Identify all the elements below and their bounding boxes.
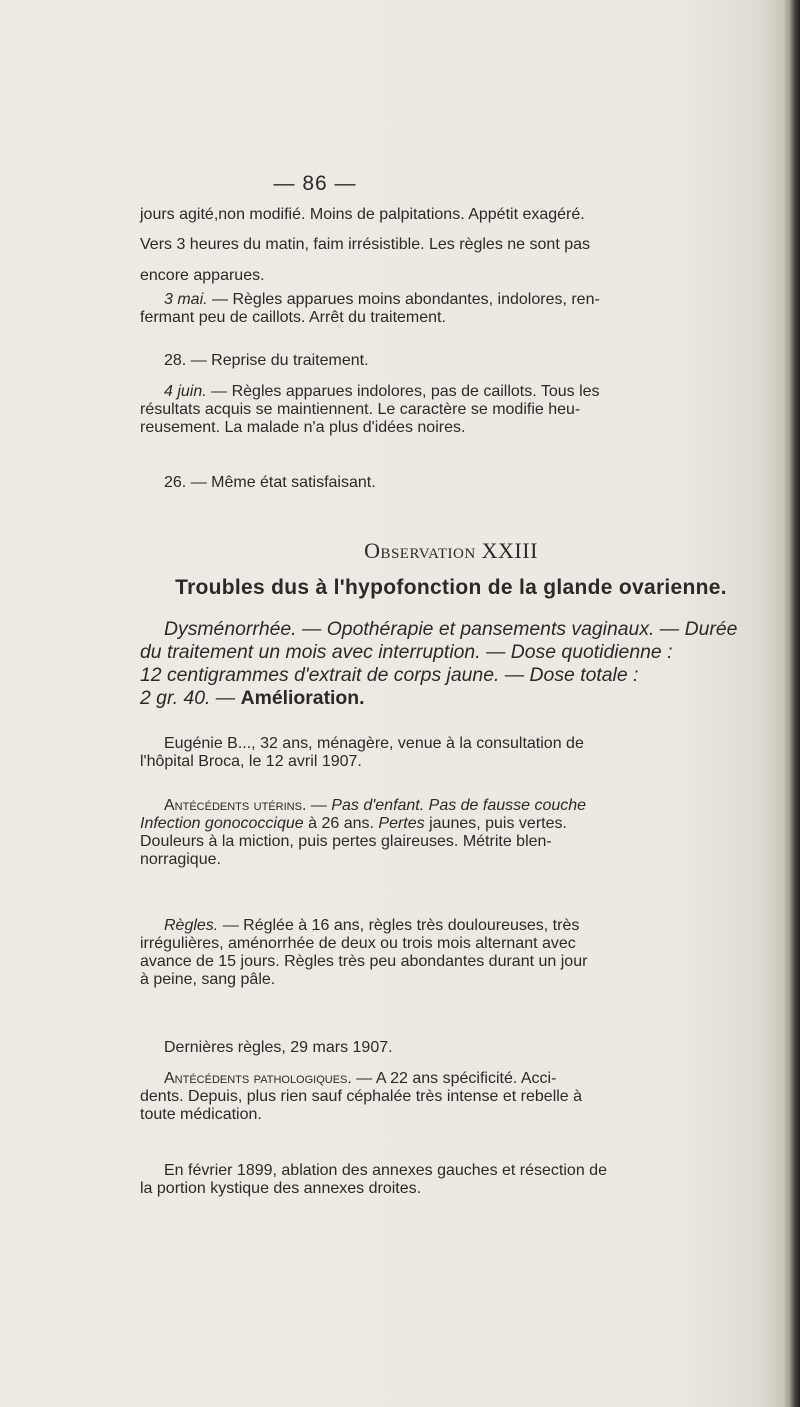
text: jaunes, puis vertes. bbox=[424, 815, 567, 832]
text-line bbox=[140, 291, 762, 309]
summary-dose: 2 gr. 40. — bbox=[140, 687, 241, 709]
italic-text: Infection gonococcique bbox=[140, 815, 304, 832]
section-label: Règles. bbox=[164, 917, 219, 934]
text-line: En février 1899, ablation des annexes gauches et résection de bbox=[164, 1162, 607, 1179]
text-line: fermant peu de caillots. Arrêt du traitement. bbox=[140, 309, 446, 326]
observation-title-block bbox=[140, 538, 762, 564]
text-line: 28. — Reprise du traitement. bbox=[164, 352, 369, 369]
summary-line bbox=[140, 687, 762, 710]
summary-line: du traitement un mois avec interruption. — Dose quotidienne : bbox=[140, 641, 673, 663]
entry-26 bbox=[140, 474, 762, 492]
italic-text: Pertes bbox=[378, 815, 425, 832]
observation-title: Observation XXIII bbox=[364, 538, 538, 563]
summary-block bbox=[140, 618, 762, 710]
book-spine-edge bbox=[788, 0, 800, 1407]
section-label: Antécédents pathologiques. bbox=[164, 1070, 352, 1087]
text-line: toute médication. bbox=[140, 1106, 262, 1123]
text-line: irrégulières, aménorrhée de deux ou trois mois alternant avec bbox=[140, 935, 576, 952]
surgery-paragraph bbox=[140, 1162, 762, 1198]
entry-28 bbox=[140, 352, 762, 370]
section-heading-block bbox=[140, 576, 762, 600]
text-line: Eugénie B..., 32 ans, ménagère, venue à la consultation de bbox=[164, 735, 584, 752]
text: — Réglée à 16 ans, règles très douloureuses, très bbox=[218, 917, 580, 934]
summary-line: 12 centigrammes d'extrait de corps jaune. — Dose totale : bbox=[140, 664, 639, 686]
text-line: la portion kystique des annexes droites. bbox=[140, 1180, 422, 1197]
text-line bbox=[140, 1070, 762, 1088]
intro-paragraph bbox=[140, 735, 762, 771]
last-menses bbox=[140, 1039, 762, 1057]
text-line: Douleurs à la miction, puis pertes glaireuses. Métrite blen- bbox=[140, 833, 552, 850]
entry-date: 4 juin. bbox=[164, 383, 207, 400]
text-line bbox=[140, 917, 762, 935]
summary-result: Amélioration. bbox=[240, 687, 365, 709]
entry-text: — Règles apparues moins abondantes, indolores, ren- bbox=[207, 291, 600, 308]
dash: — bbox=[306, 797, 332, 814]
text-line: dents. Depuis, plus rien sauf céphalée très intense et rebelle à bbox=[140, 1088, 583, 1105]
text-line: 26. — Même état satisfaisant. bbox=[164, 474, 376, 491]
text: — A 22 ans spécificité. Acci- bbox=[351, 1070, 557, 1087]
entry-date: 3 mai. bbox=[164, 291, 208, 308]
text-line: encore apparues. bbox=[140, 266, 265, 284]
text-line: norragique. bbox=[140, 851, 221, 868]
text-line: résultats acquis se maintiennent. Le caractère se modifie heu- bbox=[140, 401, 581, 418]
text-line: reusement. La malade n'a plus d'idées noires. bbox=[140, 419, 466, 436]
text-line: l'hôpital Broca, le 12 avril 1907. bbox=[140, 753, 362, 770]
pathological-history bbox=[140, 1070, 762, 1124]
entry-may bbox=[140, 291, 762, 327]
text-line: Dernières règles, 29 mars 1907. bbox=[164, 1039, 393, 1056]
uterine-history bbox=[140, 797, 762, 869]
italic-text: Pas d'enfant. Pas de fausse couche bbox=[331, 797, 587, 814]
section-heading: Troubles dus à l'hypofonction de la glande ovarienne. bbox=[175, 576, 727, 599]
summary-line: Dysménorrhée. — Opothérapie et pansements vaginaux. — Durée bbox=[164, 618, 738, 640]
section-label: Antécédents utérins. bbox=[164, 797, 307, 814]
page-number: — 86 — bbox=[273, 172, 357, 195]
text-line bbox=[140, 797, 762, 815]
text-line: Vers 3 heures du matin, faim irrésistible. Les règles ne sont pas bbox=[140, 236, 590, 254]
text-line: à peine, sang pâle. bbox=[140, 971, 276, 988]
text: à 26 ans. bbox=[303, 815, 379, 832]
text-line bbox=[140, 815, 762, 833]
entry-june bbox=[140, 383, 762, 437]
menses-history bbox=[140, 917, 762, 989]
text-line bbox=[140, 383, 762, 401]
continuation-paragraph bbox=[140, 200, 762, 291]
text-line: jours agité,non modifié. Moins de palpitations. Appétit exagéré. bbox=[140, 206, 585, 223]
text-line: avance de 15 jours. Règles très peu abondantes durant un jour bbox=[140, 953, 588, 970]
entry-text: — Règles apparues indolores, pas de caillots. Tous les bbox=[206, 383, 600, 400]
